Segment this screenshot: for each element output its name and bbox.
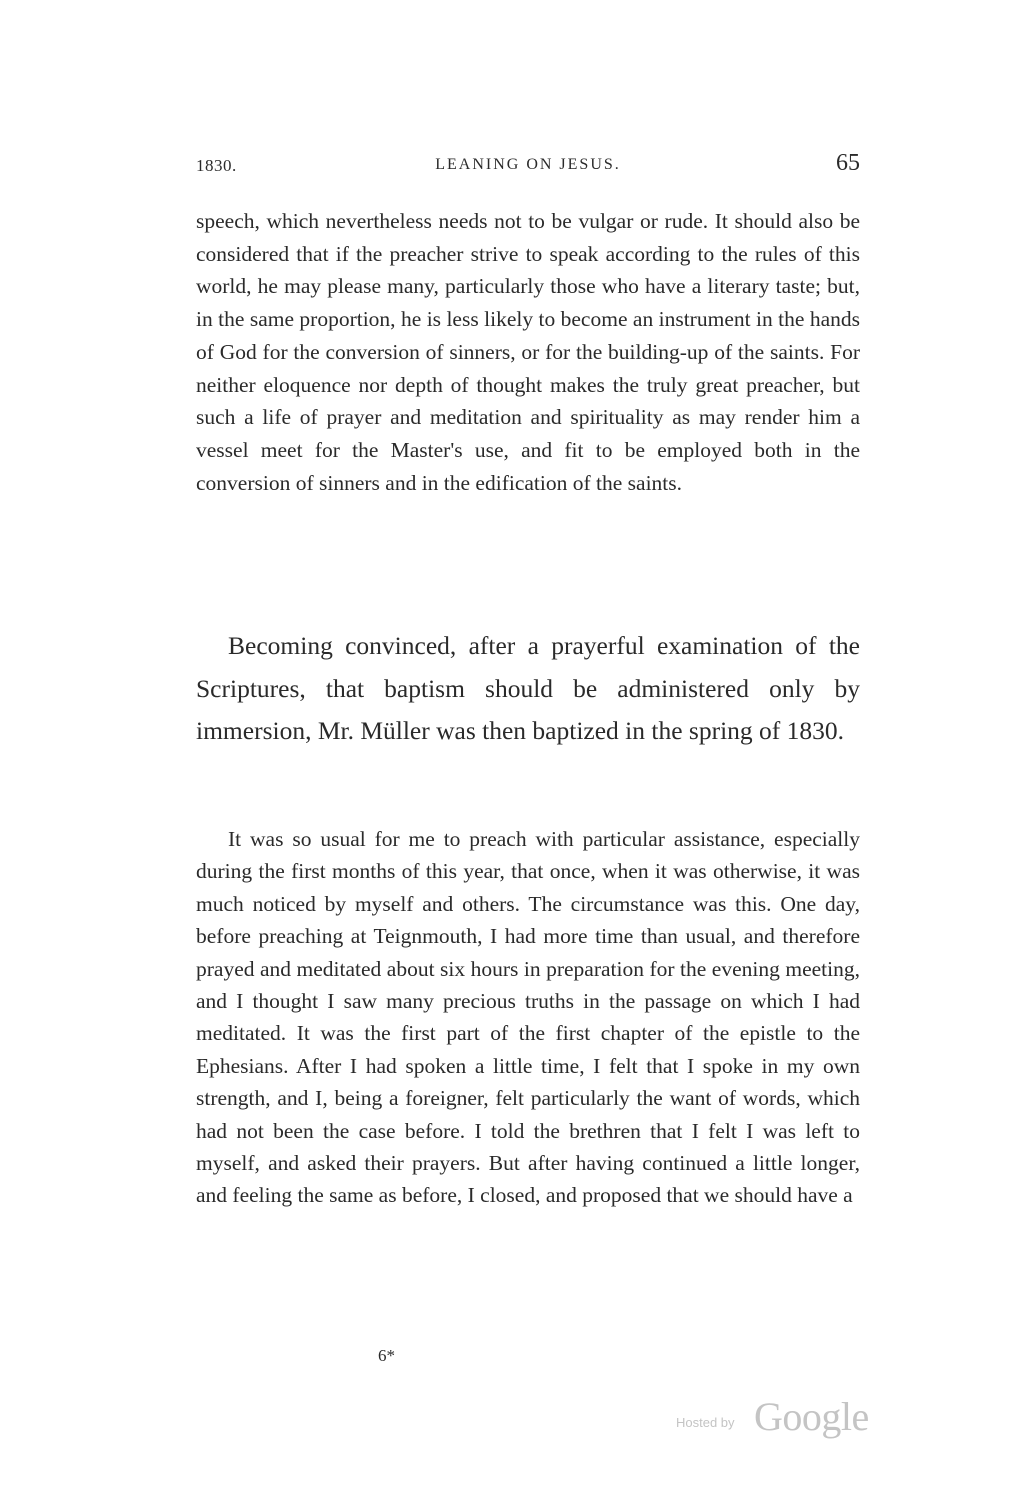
paragraph-baptism-note: Becoming convinced, after a prayerful examination of the Scriptures, that baptism should be administered only by immersion, Mr. Müller was then baptized in the spring of 1830. — [196, 631, 860, 745]
watermark-hosted-text: Hosted by — [676, 1415, 735, 1430]
signature-mark: 6* — [378, 1346, 395, 1365]
hosted-by-google-watermark — [676, 1393, 886, 1443]
paragraph-continuation: speech, which nevertheless needs not to be vulgar or rude. It should also be considered that if the preacher strive to speak according to the rules of this world, he may please many, particularly those who have a literary taste; but, in the same proportion, he is less likely to become an instrument in the hands of God for the conversion of sinners, or for the building-up of the saints. For neither eloquence nor depth of thought makes the truly great preacher, but such a life of prayer and meditation and spirituality as may render him a vessel meet for the Master's use, and fit to be employed both in the conversion of sinners and in the edification of the saints. — [196, 209, 860, 495]
header-title: LEANING ON JESUS. — [435, 156, 621, 173]
running-header — [196, 150, 860, 180]
page-number: 65 — [836, 150, 860, 176]
header-year: 1830. — [196, 156, 237, 175]
paragraph-preaching: It was so usual for me to preach with particular assistance, especially during the first months of this year, that once, when it was otherwise, it was much noticed by myself and others. The circumstance was this. One day, before preaching at Teignmouth, I had more time than usual, and therefore prayed and meditated about six hours in preparation for the evening meeting, and I thought I saw many precious truths in the passage on which I had meditated. It was the first part of the first chapter of the epistle to the Ephesians. After I had spoken a little time, I felt that I spoke in my own strength, and I, being a foreigner, felt particularly the want of words, which had not been the case before. I told the brethren that I felt I was left to myself, and asked their prayers. But after having continued a little longer, and feeling the same as before, I closed, and proposed that we should have a — [196, 827, 860, 1208]
google-logo: Google — [754, 1394, 869, 1439]
